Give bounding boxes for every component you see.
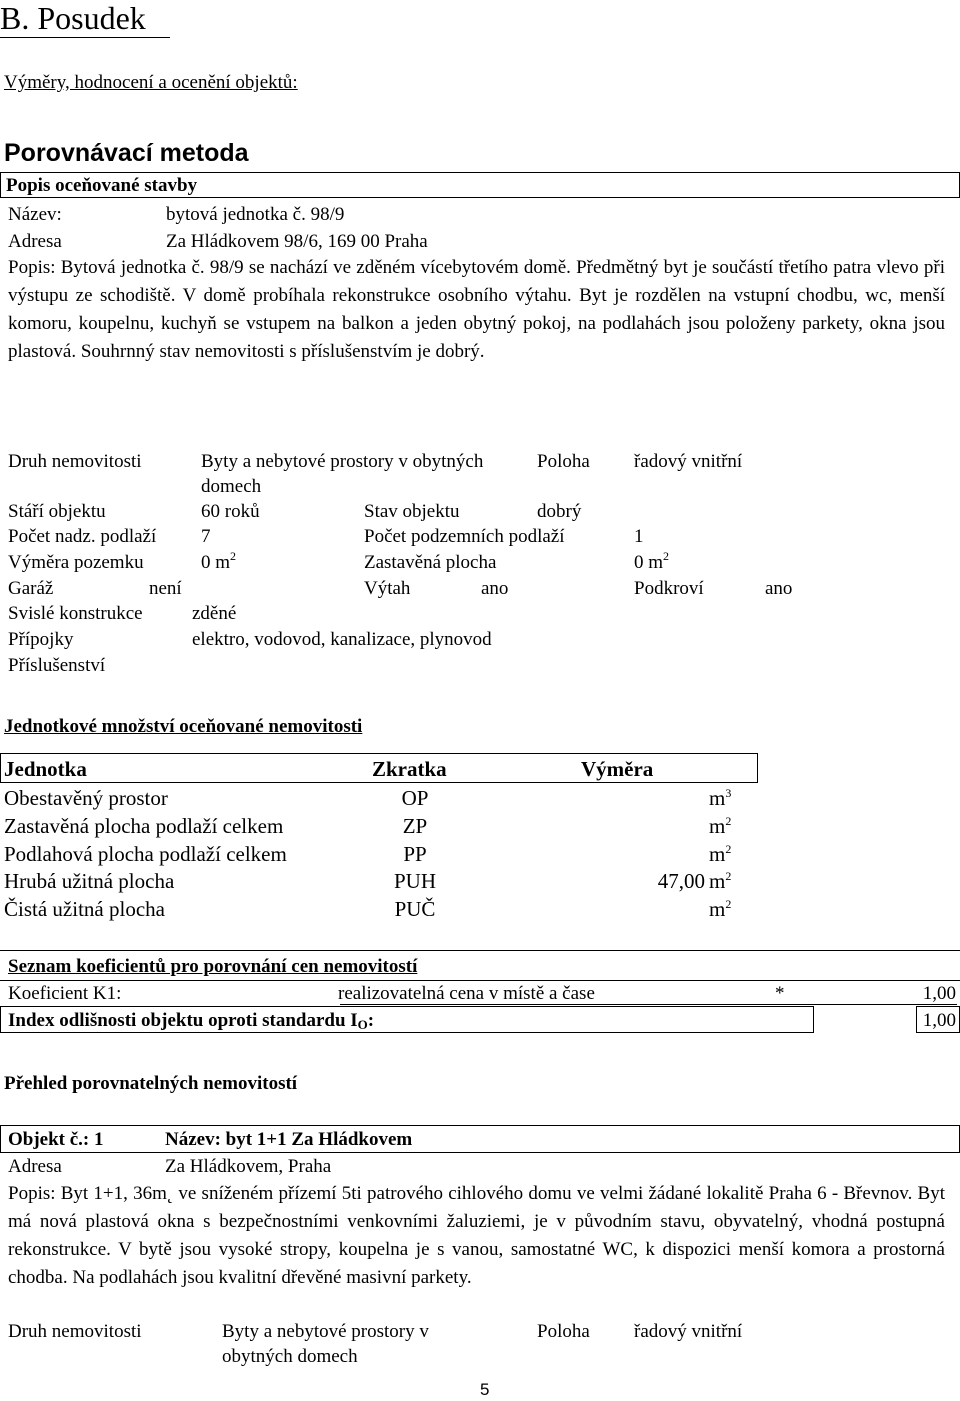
age-label: Stáří objektu: [8, 501, 106, 522]
unit-row-unit: $m^3$: [709, 786, 732, 810]
unit-row-unit: $m^2$: [709, 869, 732, 893]
walls-label: Svislé konstrukce: [8, 603, 143, 624]
unit-row-name: Zastavěná plocha podlaží celkem: [4, 814, 284, 838]
units-header-area: Výměra: [581, 757, 654, 781]
comparable-name: Název: byt 1+1 Za Hládkovem: [165, 1129, 413, 1150]
age-value: 60 roků: [201, 501, 260, 522]
underground-value: 1: [634, 526, 644, 547]
title-underline: [0, 37, 170, 38]
state-value: dobrý: [537, 501, 582, 522]
unit-row-abbr: OP: [401, 786, 429, 810]
attic-value: ano: [765, 578, 793, 599]
lift-label: Výtah: [364, 578, 411, 599]
plot-label: Výměra pozemku: [8, 552, 144, 573]
attic-label: Podkroví: [634, 578, 704, 599]
unit-row-name: Podlahová plocha podlaží celkem: [4, 842, 287, 866]
unit-row-unit: $m^2$: [709, 897, 732, 921]
underground-label: Počet podzemních podlaží: [364, 526, 565, 547]
subtitle: Výměry, hodnocení a ocenění objektů:: [4, 72, 298, 93]
unit-row-abbr: ZP: [402, 814, 428, 838]
comparable-header-box: [0, 1125, 960, 1153]
subject-box-label: Popis oceňované stavby: [6, 175, 198, 196]
units-header-abbr: Zkratka: [372, 757, 447, 781]
k1-rule: [340, 1004, 957, 1005]
comparable-position-label: Poloha: [537, 1321, 590, 1342]
position-value: řadový vnitřní: [634, 451, 743, 472]
name-value: bytová jednotka č. 98/9: [166, 204, 345, 225]
comparable-type-label: Druh nemovitosti: [8, 1321, 142, 1342]
unit-row-value: 47,00: [657, 869, 705, 893]
name-label: Název:: [8, 204, 62, 225]
type-value-2: domech: [201, 476, 262, 497]
floors-label: Počet nadz. podlaží: [8, 526, 157, 547]
utilities-value: elektro, vodovod, kanalizace, plynovod: [192, 629, 492, 650]
address-value: Za Hládkovem 98/6, 169 00 Praha: [166, 231, 428, 252]
utilities-label: Přípojky: [8, 629, 74, 650]
walls-value: zděné: [192, 603, 237, 624]
unit-row-name: Obestavěný prostor: [4, 786, 168, 810]
lift-value: ano: [481, 578, 509, 599]
address-label: Adresa: [8, 231, 62, 252]
floors-value: 7: [201, 526, 211, 547]
section-title: B. Posudek: [0, 0, 146, 36]
comparable-description: Popis: Byt 1+1, 36m˛ ve sníženém přízemí 5ti patrového cihlového domu ve velmi žádané lokalitě Praha 6 - Břevnov. Byt má nová plastová okna s bezpečnostními venkovními žaluziemi, je v původním stavu, obyvatelný, vhodná postupná rekonstrukce. V bytě jsou vysoké stropy, koupelna je s vanou, samostatné WC, k dispozici menší komora a prostorná chodba. Na podlahách jsou kvalitní dřevěné masivní parkety.: [8, 1183, 945, 1288]
index-label: Index odlišnosti objektu oproti standardu $I_O$:: [8, 1010, 375, 1032]
unit-row-abbr: PP: [403, 842, 427, 866]
page-number: 5: [480, 1380, 490, 1399]
units-header-unit: Jednotka: [4, 757, 87, 781]
coef-top-rule: [0, 950, 960, 951]
type-value-1: Byty a nebytové prostory v obytných: [201, 451, 484, 472]
garage-label: Garáž: [8, 578, 54, 599]
index-value: 1,00: [922, 1010, 956, 1031]
comparable-address-label: Adresa: [8, 1156, 62, 1177]
unit-row-unit: $m^2$: [709, 842, 732, 866]
coef-title: Seznam koeficientů pro porovnání cen nemovitostí: [8, 956, 418, 977]
comparable-address-value: Za Hládkovem, Praha: [165, 1156, 332, 1177]
state-label: Stav objektu: [364, 501, 460, 522]
plot-value: 0 $m^2$: [201, 549, 237, 573]
built-label: Zastavěná plocha: [364, 552, 497, 573]
k1-label: Koeficient K1:: [8, 983, 122, 1004]
subject-description: Popis: Bytová jednotka č. 98/9 se nachází ve zděném vícebytovém domě. Předmětný byt je součástí třetího patra vlevo při výstupu ze schodiště. V domě probíhala rekonstrukce osobního výtahu. Byt je rozdělen na vstupní chodbu, wc, menší komoru, koupelnu, kuchyň se vstupem na balkon a jeden obytný pokoj, na podlahách jsou položeny parkety, okna jsou plastová. Souhrnný stav nemovitosti s příslušenstvím je dobrý.: [8, 257, 945, 362]
built-value: 0 $m^2$: [634, 549, 670, 573]
garage-value: není: [149, 578, 182, 599]
comparables-title: Přehled porovnatelných nemovitostí: [4, 1073, 298, 1094]
accessories-label: Příslušenství: [8, 655, 106, 676]
coef-mid-rule: [0, 980, 960, 981]
unit-row-unit: $m^2$: [709, 814, 732, 838]
unit-row-abbr: PUH: [393, 869, 436, 893]
k1-value: 1,00: [922, 983, 956, 1004]
unit-row-abbr: PUČ: [394, 897, 436, 921]
comparable-number: Objekt č.: 1: [8, 1129, 104, 1150]
type-label: Druh nemovitosti: [8, 451, 142, 472]
k1-operator: *: [775, 983, 785, 1004]
units-title: Jednotkové množství oceňované nemovitosti: [4, 716, 363, 737]
comparable-type-value-2: obytných domech: [222, 1346, 358, 1367]
position-label: Poloha: [537, 451, 590, 472]
comparable-position-value: řadový vnitřní: [634, 1321, 743, 1342]
unit-row-name: Hrubá užitná plocha: [4, 869, 175, 893]
unit-row-name: Čistá užitná plocha: [4, 897, 165, 921]
comparable-type-value-1: Byty a nebytové prostory v: [222, 1321, 429, 1342]
k1-description: realizovatelná cena v místě a čase: [338, 983, 595, 1004]
method-title: Porovnávací metoda: [4, 139, 249, 167]
